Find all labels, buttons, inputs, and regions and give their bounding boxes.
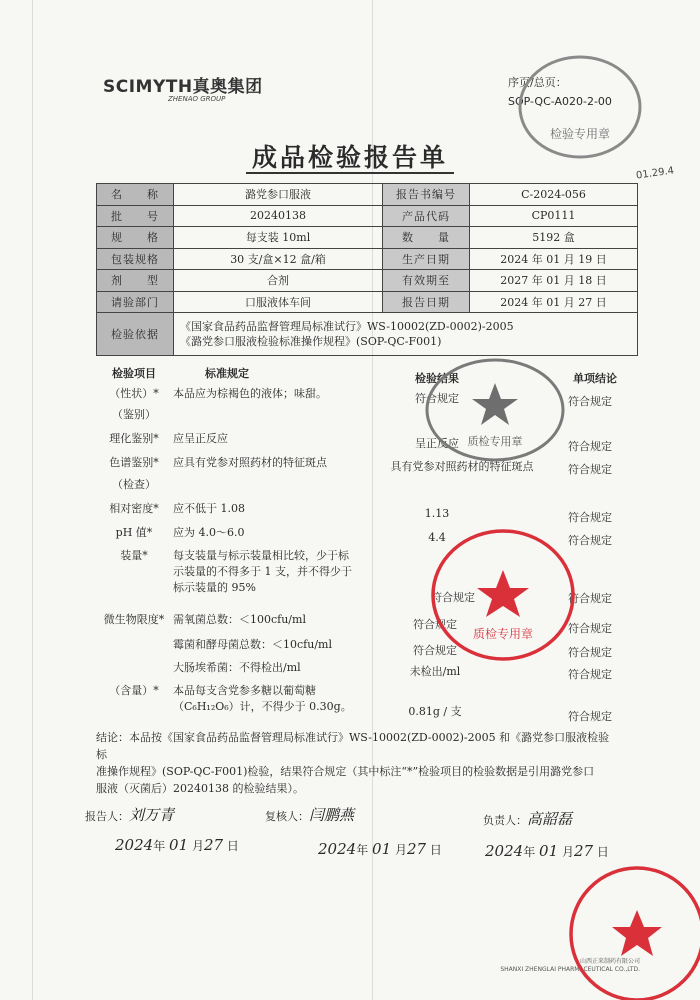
- manager-date: 2024年 01 月27 日: [485, 842, 609, 860]
- item-identification: （鉴别）: [112, 408, 156, 421]
- product-info-table: [96, 183, 638, 356]
- results-header-result: 检验结果: [415, 372, 459, 385]
- std-mold-yeast: 霉菌和酵母菌总数：＜10cfu/ml: [173, 638, 332, 651]
- item-fill-volume: 装量*: [120, 549, 148, 562]
- page-title: 成品检验报告单: [0, 138, 700, 174]
- con-density: 符合规定: [568, 511, 612, 524]
- spec-value: 每支装 10ml: [174, 227, 383, 249]
- basis-label: 检验依据: [97, 313, 174, 356]
- quality-stamp-gray: [420, 355, 570, 465]
- manager-signature: 负责人：高韶磊: [483, 810, 573, 828]
- product-name: 潞党参口服液: [174, 184, 383, 206]
- results-header-standard: 标准规定: [205, 367, 249, 380]
- batch-label: 批 号: [97, 205, 174, 227]
- qty-value: 5192 盒: [470, 227, 638, 249]
- qty-label: 数 量: [383, 227, 470, 249]
- item-content: （含量）*: [109, 684, 159, 697]
- dept-value: 口服液体车间: [174, 291, 383, 313]
- expiry-label: 有效期至: [383, 270, 470, 292]
- con-ecoli: 符合规定: [568, 668, 612, 681]
- std-content: 本品每支含党参多糖以葡萄糖 （C₆H₁₂O₆）计，不得少于 0.30g。: [173, 684, 352, 713]
- res-appearance: 符合规定: [415, 392, 459, 405]
- std-ph: 应为 4.0～6.0: [173, 526, 245, 539]
- res-mold-yeast: 符合规定: [413, 644, 457, 657]
- spec-label: 规 格: [97, 227, 174, 249]
- report-date-label: 报告日期: [383, 291, 470, 313]
- footer-company: 山西正来制药有限公司 SHANXI ZHENGLAI PHARMACEUTICAL CO.,LTD.: [500, 958, 640, 973]
- results-header-item: 检验项目: [112, 367, 156, 380]
- std-ecoli: 大肠埃希菌：不得检出/ml: [173, 661, 301, 674]
- con-ph: 符合规定: [568, 534, 612, 547]
- reviewer-date: 2024年 01 月27 日: [318, 840, 442, 858]
- std-appearance: 本品应为棕褐色的液体；味甜。: [173, 387, 327, 400]
- res-chem-id: 呈正反应: [415, 437, 459, 450]
- res-ph: 4.4: [428, 531, 446, 544]
- std-density: 应不低于 1.08: [173, 502, 245, 515]
- mfg-date: 2024 年 01 月 19 日: [470, 248, 638, 270]
- batch-value: 20240138: [174, 205, 383, 227]
- sop-code: SOP-QC-A020-2-00: [508, 95, 612, 108]
- name-label: 名 称: [97, 184, 174, 206]
- report-no: C-2024-056: [470, 184, 638, 206]
- handwritten-margin-note: 01.29.4: [635, 165, 675, 182]
- pack-label: 包装规格: [97, 248, 174, 270]
- form-value: 合剂: [174, 270, 383, 292]
- con-mold-yeast: 符合规定: [568, 646, 612, 659]
- con-aerobic: 符合规定: [568, 622, 612, 635]
- form-label: 剂 型: [97, 270, 174, 292]
- reporter-date: 2024年 01 月27 日: [115, 836, 239, 854]
- svg-text:质检专用章: 质检专用章: [472, 627, 534, 641]
- reporter-signature: 报告人：刘万青: [85, 806, 175, 824]
- item-chromatography: 色谱鉴别*: [109, 456, 159, 469]
- report-date: 2024 年 01 月 27 日: [470, 291, 638, 313]
- inspection-stamp-gray: [515, 50, 645, 165]
- dept-label: 请验部门: [97, 291, 174, 313]
- item-microbial: 微生物限度*: [103, 613, 165, 626]
- inspection-basis: 《国家食品药品监督管理局标准试行》WS-10002(ZD-0002)-2005 《潞党参口服液检验标准操作规程》(SOP-QC-F001): [174, 313, 638, 356]
- page-number-label: 序页/总页：: [508, 76, 567, 89]
- code-label: 产品代码: [383, 205, 470, 227]
- results-header-conclusion: 单项结论: [573, 372, 617, 385]
- res-aerobic: 符合规定: [413, 618, 457, 631]
- res-content: 0.81g / 支: [408, 705, 462, 718]
- company-logo: SCIMYTH真奥集团 ZHENAO GROUP: [103, 77, 263, 103]
- mfg-date-label: 生产日期: [383, 248, 470, 270]
- quality-stamp-red: [428, 520, 578, 670]
- res-chromatography: 具有党参对照药材的特征斑点: [390, 460, 534, 473]
- reviewer-signature: 复核人：闫鹏燕: [265, 806, 355, 824]
- std-chromatography: 应具有党参对照药材的特征斑点: [173, 456, 327, 469]
- svg-text:检验专用章: 检验专用章: [549, 127, 611, 141]
- item-inspection: （检查）: [112, 478, 156, 491]
- std-aerobic: 需氧菌总数：＜100cfu/ml: [173, 613, 306, 626]
- con-chem-id: 符合规定: [568, 440, 612, 453]
- item-ph: pH 值*: [115, 526, 153, 539]
- expiry-date: 2027 年 01 月 18 日: [470, 270, 638, 292]
- con-appearance: 符合规定: [568, 395, 612, 408]
- company-stamp-red: [565, 862, 700, 1000]
- std-fill-volume: 每支装量与标示装量相比较，少于标 示装量的不得多于 1 支，并不得少于 标示装量的 95%: [173, 549, 352, 594]
- report-no-label: 报告书编号: [383, 184, 470, 206]
- con-chromatography: 符合规定: [568, 463, 612, 476]
- item-density: 相对密度*: [109, 502, 159, 515]
- pack-value: 30 支/盒×12 盒/箱: [174, 248, 383, 270]
- item-chem-id: 理化鉴别*: [109, 432, 159, 445]
- res-ecoli: 未检出/ml: [409, 665, 461, 678]
- std-chem-id: 应呈正反应: [173, 432, 228, 445]
- res-fill-volume: 符合规定: [431, 591, 475, 604]
- con-content: 符合规定: [568, 710, 612, 723]
- svg-text:质检专用章: 质检专用章: [467, 435, 523, 448]
- code-value: CP0111: [470, 205, 638, 227]
- con-fill-volume: 符合规定: [568, 592, 612, 605]
- res-density: 1.13: [424, 507, 450, 520]
- item-appearance: （性状）*: [109, 387, 159, 400]
- conclusion-text: 结论：本品按《国家食品药品监督管理局标准试行》WS-10002(ZD-0002)-2005 和《潞党参口服液检验标 准操作规程》(SOP-QC-F001)检验，结果符合规定（其中标注“*”检验项目的检验数据是引用潞党参口 服液（灭菌后）20240138 的检验结果）。: [96, 731, 610, 795]
